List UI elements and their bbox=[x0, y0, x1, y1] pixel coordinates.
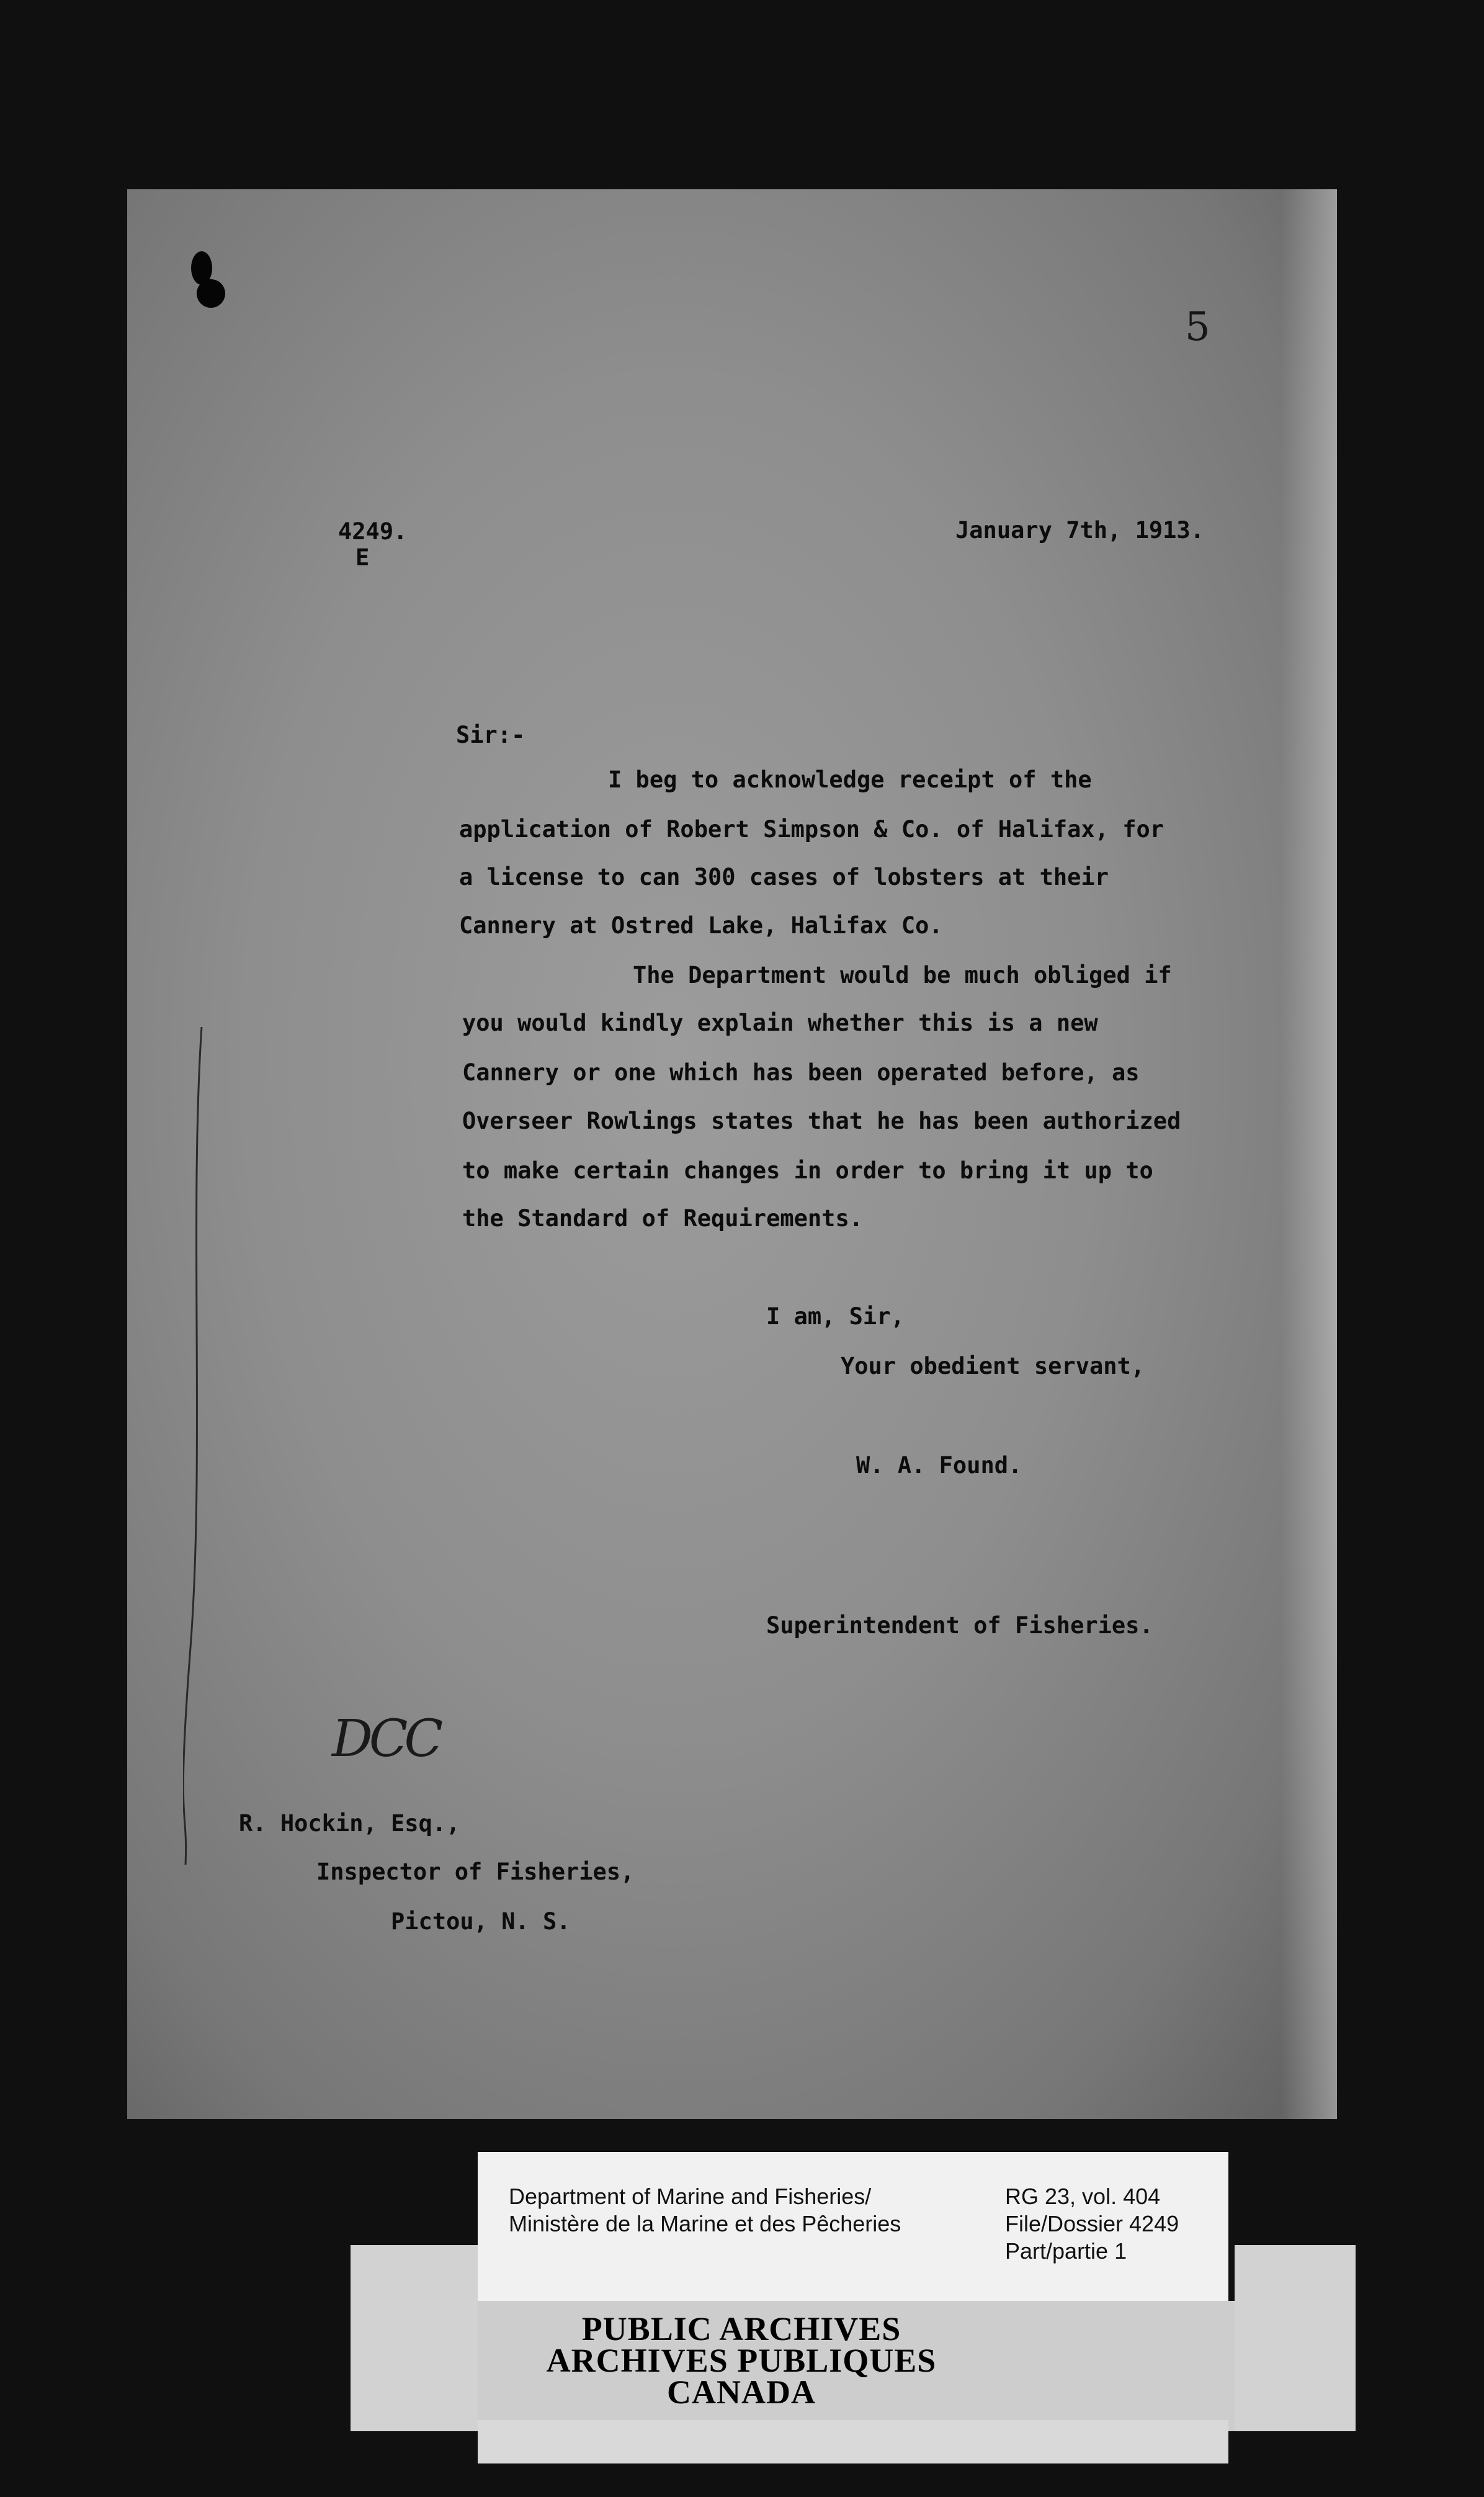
margin-scratch-line bbox=[183, 1027, 208, 1865]
label-dept-fr: Ministère de la Marine et des Pêcheries bbox=[509, 2211, 901, 2236]
closing-line: I am, Sir, bbox=[766, 1303, 905, 1330]
label-department bbox=[509, 2183, 901, 2238]
signature-title: Superintendent of Fisheries. bbox=[766, 1612, 1153, 1639]
body-line: application of Robert Simpson & Co. of Halifax, for bbox=[459, 816, 1164, 843]
tray-right-flap bbox=[1235, 2245, 1356, 2431]
body-line: to make certain changes in order to bring it up to bbox=[462, 1157, 1153, 1184]
archive-reference-label bbox=[478, 2152, 1228, 2301]
body-line: The Department would be much obliged if bbox=[633, 962, 1172, 988]
label-file: File/Dossier 4249 bbox=[1005, 2211, 1179, 2236]
stamp-base-strip bbox=[478, 2420, 1228, 2463]
label-part: Part/partie 1 bbox=[1005, 2238, 1127, 2264]
body-line: you would kindly explain whether this is a new bbox=[462, 1010, 1098, 1036]
stamp-line: ARCHIVES PUBLIQUES bbox=[546, 2342, 937, 2379]
stamp-line: PUBLIC ARCHIVES bbox=[581, 2310, 901, 2347]
file-number: 4249. bbox=[338, 518, 408, 545]
punch-hole-bottom bbox=[197, 279, 225, 308]
stamp-line: CANADA bbox=[667, 2374, 816, 2411]
signature-name: W. A. Found. bbox=[856, 1452, 1022, 1479]
archives-stamp bbox=[267, 2310, 1216, 2419]
salutation: Sir:- bbox=[456, 722, 525, 748]
label-reference bbox=[1005, 2183, 1179, 2265]
handwritten-initials: DCC bbox=[332, 1710, 440, 1769]
body-line: Cannery or one which has been operated before, as bbox=[462, 1059, 1140, 1086]
body-line: I beg to acknowledge receipt of the bbox=[608, 766, 1092, 793]
letter-date: January 7th, 1913. bbox=[955, 517, 1204, 544]
addressee-name: R. Hockin, Esq., bbox=[239, 1810, 460, 1837]
paper-edge-highlight bbox=[1281, 189, 1337, 2119]
addressee-title: Inspector of Fisheries, bbox=[316, 1858, 635, 1885]
body-line: Cannery at Ostred Lake, Halifax Co. bbox=[459, 912, 943, 939]
body-line: Overseer Rowlings states that he has been authorized bbox=[462, 1108, 1181, 1134]
letter-page bbox=[127, 189, 1337, 2119]
closing-line: Your obedient servant, bbox=[841, 1353, 1145, 1379]
label-dept-en: Department of Marine and Fisheries/ bbox=[509, 2184, 872, 2209]
addressee-place: Pictou, N. S. bbox=[391, 1908, 571, 1935]
body-line: the Standard of Requirements. bbox=[462, 1205, 864, 1232]
body-line: a license to can 300 cases of lobsters at their bbox=[459, 864, 1109, 890]
file-letter: E bbox=[355, 544, 370, 571]
label-rg: RG 23, vol. 404 bbox=[1005, 2184, 1161, 2209]
page-number: 5 bbox=[1185, 304, 1210, 350]
